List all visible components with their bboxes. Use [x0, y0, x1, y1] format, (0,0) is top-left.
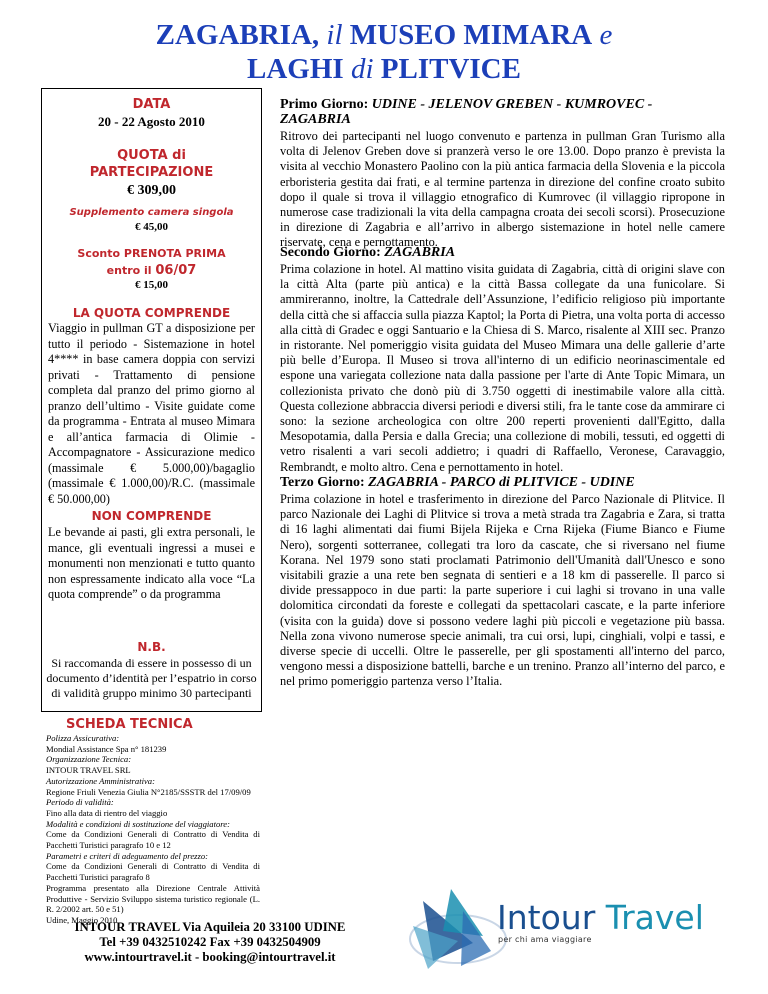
tech-sheet — [46, 733, 260, 926]
footer-web: www.intourtravel.it - booking@intourtravel.it — [84, 950, 336, 964]
tech-value: Mondial Assistance Spa n° 181239 — [46, 743, 167, 754]
day-2-text: Prima colazione in hotel. Al mattino visita guidata di Zagabria, città di origini slave con la città Alta (parte più antica) e la città Bassa collegate da una funicolare. Si ammireranno, inoltre, la Cattedrale dell’Assunzione, l’edificio religioso più importante della città che si affaccia sulla piazza Kaptol; la Porta di Pietra, una volta porta di accesso alla città di Gradec e oggi Santuario e la Chiesa di S. Marco, risalente al XIII sec. Pranzo in ristorante. Nel pomeriggio visita guidata del Museo Mimara una delle gallerie d’arte più belle d’Europa. Il Museo si trova all'interno di un edificio neorinascimentale ed espone una variegata collezione nata dalla passione per l'arte di Ante Topic Mimara, un collezionista privato che donò più di 3.750 oggetti di inestimabile valore alla città. Questa collezione abbraccia diversi periodi e diversi stili, fra le tante cose da ammirare ci sono: la sezione archeologica con oltre 200 reperti provenienti dall'Egitto, dalla Mesopotamia, dalla Persia e dalla Grecia; una collezione di mobili, tessuti, ed oggetti di vetro risalenti a vari secoli addietro; i quadri di Raffaello, Veronese, Caravaggio, Rembrandt, e molto altro. Cena e pernottamento in hotel. — [280, 262, 725, 474]
day-route: ZAGABRIA — [384, 245, 456, 260]
price-heading-line: PARTECIPAZIONE — [89, 165, 214, 180]
footer-phone: Tel +39 0432510242 Fax +39 0432504909 — [99, 935, 321, 949]
price-heading — [42, 147, 261, 181]
tech-label: Modalità e condizioni di sostituzione del viaggiatore: — [46, 818, 230, 829]
title-part: MUSEO MIMARA — [349, 19, 593, 51]
tech-value: Come da Condizioni Generali di Contratto di Vendita di Pacchetti Turistici paragrafo 8 — [46, 861, 260, 883]
logo-tagline: per chi ama viaggiare — [498, 935, 592, 944]
discount-heading-part: entro il — [106, 264, 156, 277]
discount-heading — [42, 245, 261, 279]
supplement-value: € 45,00 — [135, 221, 168, 233]
price-value: € 309,00 — [127, 183, 176, 198]
tech-label: Periodo di validità: — [46, 797, 114, 808]
tech-value: Come da Condizioni Generali di Contratto di Vendita di Pacchetti Turistici paragrafo 10 e 12 — [46, 829, 260, 851]
title-part: e — [592, 19, 613, 51]
day-1-text: Ritrovo dei partecipanti nel luogo convenuto e partenza in pullman Gran Turismo alla volta di Jelenov Greben dove si pranzerà verso le ore 13.00. Dopo pranzo è prevista la visita al vecchio Monastero Paolino con la più antica farmacia della Slovenia e la piccola erboristeria gestita dai frati, e al termine partenza in direzione del confine croato subito dopo il quale si trova il villaggio etnografico di Kumrovec (il villaggio ripropone in numerose case tradizionali la vita della campagna croata dei secoli scorsi). Prosecuzione in direzione di Zagabria e all’arrivo in albergo sistemazione in hotel nelle camere riservate, cena e pernottamento. — [280, 129, 725, 250]
tech-sheet-heading: SCHEDA TECNICA — [66, 717, 193, 732]
title-part: ZAGABRIA, — [155, 19, 320, 51]
tech-value: Regione Friuli Venezia Giulia N°2185/SSSTR del 17/09/09 — [46, 786, 251, 797]
logo-word: Travel — [605, 898, 704, 937]
footer-address: INTOUR TRAVEL Via Aquileia 20 33100 UDINE — [74, 920, 346, 934]
discount-value: € 15,00 — [135, 279, 168, 291]
day-3-heading — [280, 475, 725, 490]
tech-value: Fino alla data di rientro del viaggio — [46, 807, 168, 818]
day-label: Secondo Giorno: — [280, 245, 385, 260]
page-title — [0, 18, 768, 86]
includes-text: Viaggio in pullman GT a disposizione per tutto il periodo - Sistemazione in hotel 4**** in base camera doppia con servizi privati - Trattamento di pensione completa dal pranzo del primo giorno al pranzo dell’ultimo - Visite guidate come da programma - Entrata al museo Mimara e all’antica farmacia di Olimie - Accompagnatore - Assicurazione medico (massimale € 5.000,00)/bagaglio (massimale € 1.000,00)/R.C. (massimale € 50.000,00) — [48, 321, 255, 506]
nb-text: Si raccomanda di essere in possesso di un documento d’identità per l’espatrio in corso di validità gruppo minimo 30 partecipanti — [46, 656, 257, 700]
title-part: di — [343, 53, 381, 85]
excludes-heading: NON COMPRENDE — [91, 509, 212, 523]
day-label: Primo Giorno: — [280, 97, 372, 112]
day-route: ZAGABRIA - PARCO di PLITVICE - UDINE — [368, 475, 635, 490]
day-1-heading — [280, 97, 725, 127]
title-part: il — [319, 19, 350, 51]
agency-footer — [60, 920, 360, 965]
info-box — [41, 88, 262, 712]
day-route: UDINE - JELENOV GREBEN - KUMROVEC - ZAGABRIA — [280, 97, 653, 127]
date-heading: DATA — [132, 97, 171, 112]
excludes-text: Le bevande ai pasti, gli extra personali, le mance, gli eventuali ingressi a musei e monumenti non menzionati e tutto quanto non espressamente indicato alla voce “La quota comprende” o da programma — [48, 525, 255, 601]
day-3-text: Prima colazione in hotel e trasferimento in direzione del Parco Nazionale di Plitvice. Il parco Nazionale dei Laghi di Plitvice si trova a metà strada tra Zagabria e Zara, si tratta di 16 laghi alimentati dai fiumi Bijela Rijeka e Crna Rijeka (Fiume Bianco e Fiume Nero), sorgenti sotterranee, collegati tra loro da cascate, che si riversano nel fiume Korana. Nel 1979 sono stati proclamati Patrimonio dell'Umanità dall'Unesco e sono visitabili grazie a una rete ben segnata di sentieri e a 18 km di passerelle. Il parco si divide pressappoco in due parti: la parte superiore i cui laghi si trovano in una valle dolomitica circondati da foreste e collegati da spettacolari cascate, e la parte inferiore (visita con la guida) dove si possono vedere laghi più piccoli e vegetazione più bassa. Nella zona vivono numerose specie animali, tra cui orsi, lupi, cinghiali, volpi e tassi, e diverse specie di uccelli. Oltre le passerelle, per gli spostamenti all'interno del parco, vengono messi a disposizione battelli, barche e un trenino. Pranzo all’interno del parco, e nel primo pomeriggio partenza verso l’Italia. — [280, 492, 725, 689]
logo-wordmark — [497, 898, 704, 937]
globe-icon — [410, 889, 506, 969]
day-2-heading — [280, 245, 725, 260]
tech-value: INTOUR TRAVEL SRL — [46, 765, 131, 776]
includes-heading: LA QUOTA COMPRENDE — [72, 306, 231, 320]
day-1 — [280, 97, 725, 251]
tech-label: Polizza Assicurativa: — [46, 733, 120, 743]
title-part: PLITVICE — [380, 53, 521, 85]
day-label: Terzo Giorno: — [280, 475, 369, 490]
day-2 — [280, 245, 725, 475]
tech-value: Udine, Maggio 2010 — [46, 914, 118, 925]
nb-heading: N.B. — [137, 640, 166, 654]
price-heading-line: QUOTA di — [117, 148, 186, 163]
title-part: LAGHI — [247, 53, 344, 85]
tech-label: Autorizzazione Amministrativa: — [46, 775, 155, 786]
day-3 — [280, 475, 725, 690]
logo-word: Intour — [497, 898, 596, 937]
tech-label: Parametri e criteri di adeguamento del prezzo: — [46, 850, 208, 861]
discount-date: 06/07 — [155, 263, 197, 278]
discount-heading-line: Sconto PRENOTA PRIMA — [77, 247, 226, 260]
trip-date: 20 - 22 Agosto 2010 — [98, 114, 205, 129]
tech-value: Programma presentato alla Direzione Centrale Attività Produttive - Servizio Sviluppo sistema turistico regionale (L. R. 2/2002 art. 50 e 51) — [46, 882, 260, 915]
supplement-heading: Supplemento camera singola — [69, 207, 234, 218]
tech-label: Organizzazione Tecnica: — [46, 754, 132, 765]
